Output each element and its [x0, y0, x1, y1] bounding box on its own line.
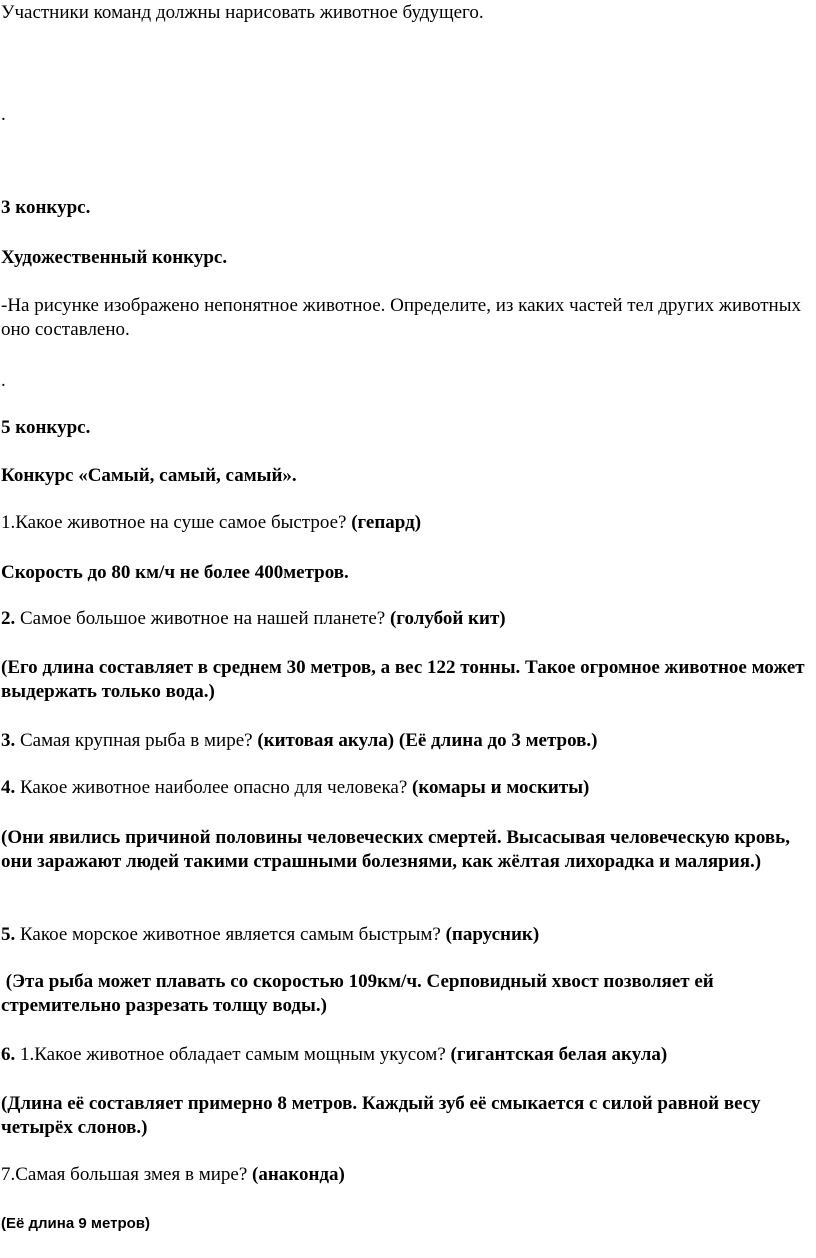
- question-answer: (китовая акула) (Её длина до 3 метров.): [257, 730, 598, 751]
- question-5: [1, 923, 807, 947]
- contest-5-subtitle: Конкурс «Самый, самый, самый».: [1, 465, 297, 486]
- question-2: [1, 607, 807, 631]
- question-text: Какое морское животное является самым быстрым?: [15, 924, 446, 945]
- question-5-note: (Эта рыба может плавать со скоростью 109км/ч. Серповидный хвост позволяет ей стремительно разрезать толщу воды.): [1, 971, 719, 1016]
- question-answer: (гепард): [351, 512, 422, 533]
- question-1-note: Скорость до 80 км/ч не более 400метров.: [1, 562, 349, 583]
- question-text: 1.Какое животное на суше самое быстрое?: [1, 512, 352, 533]
- question-4: [1, 776, 807, 800]
- contest-3-subtitle: Художественный конкурс.: [1, 247, 228, 268]
- question-1: [1, 511, 807, 535]
- question-number: 5.: [1, 924, 16, 945]
- question-text: 7.Самая большая змея в мире?: [1, 1164, 252, 1185]
- question-4-note: (Они явились причиной половины человеческих смертей. Высасывая человеческую кровь, они заражают людей такими страшными болезнями, как жёлтая лихорадка и малярия.): [1, 827, 790, 872]
- dot-separator: .: [1, 104, 6, 125]
- question-number: 3.: [1, 730, 16, 751]
- question-answer: (комары и москиты): [412, 777, 590, 798]
- question-answer: (голубой кит): [389, 608, 506, 629]
- question-text: Самое большое животное на нашей планете?: [15, 608, 390, 629]
- question-2-note: (Его длина составляет в среднем 30 метров, а вес 122 тонны. Такое огромное животное может выдержать только вода.): [1, 657, 805, 702]
- question-6: [1, 1043, 807, 1067]
- question-7: [1, 1163, 807, 1187]
- question-3: [1, 729, 807, 753]
- contest-3-title: 3 конкурс.: [1, 197, 91, 218]
- question-text: 1.Какое животное обладает самым мощным укусом?: [15, 1044, 451, 1065]
- question-answer: (гигантская белая акула): [450, 1044, 668, 1065]
- question-text: Самая крупная рыба в мире?: [15, 730, 258, 751]
- contest-5-title: 5 конкурс.: [1, 417, 91, 438]
- question-answer: (анаконда): [252, 1164, 345, 1185]
- question-number: 4.: [1, 777, 16, 798]
- question-number: 2.: [1, 608, 16, 629]
- contest-3-task: -На рисунке изображено непонятное животное. Определите, из каких частей тел других животных оно составлено.: [1, 295, 801, 340]
- question-7-note: (Её длина 9 метров): [1, 1215, 150, 1232]
- question-answer: (парусник): [445, 924, 540, 945]
- intro-text: Участники команд должны нарисовать животное будущего.: [1, 2, 484, 23]
- dot-separator: .: [1, 370, 6, 391]
- question-number: 6.: [1, 1044, 16, 1065]
- question-text: Какое животное наиболее опасно для человека?: [15, 777, 413, 798]
- question-6-note: (Длина её составляет примерно 8 метров. Каждый зуб её смыкается с силой равной весу четырёх слонов.): [1, 1093, 761, 1138]
